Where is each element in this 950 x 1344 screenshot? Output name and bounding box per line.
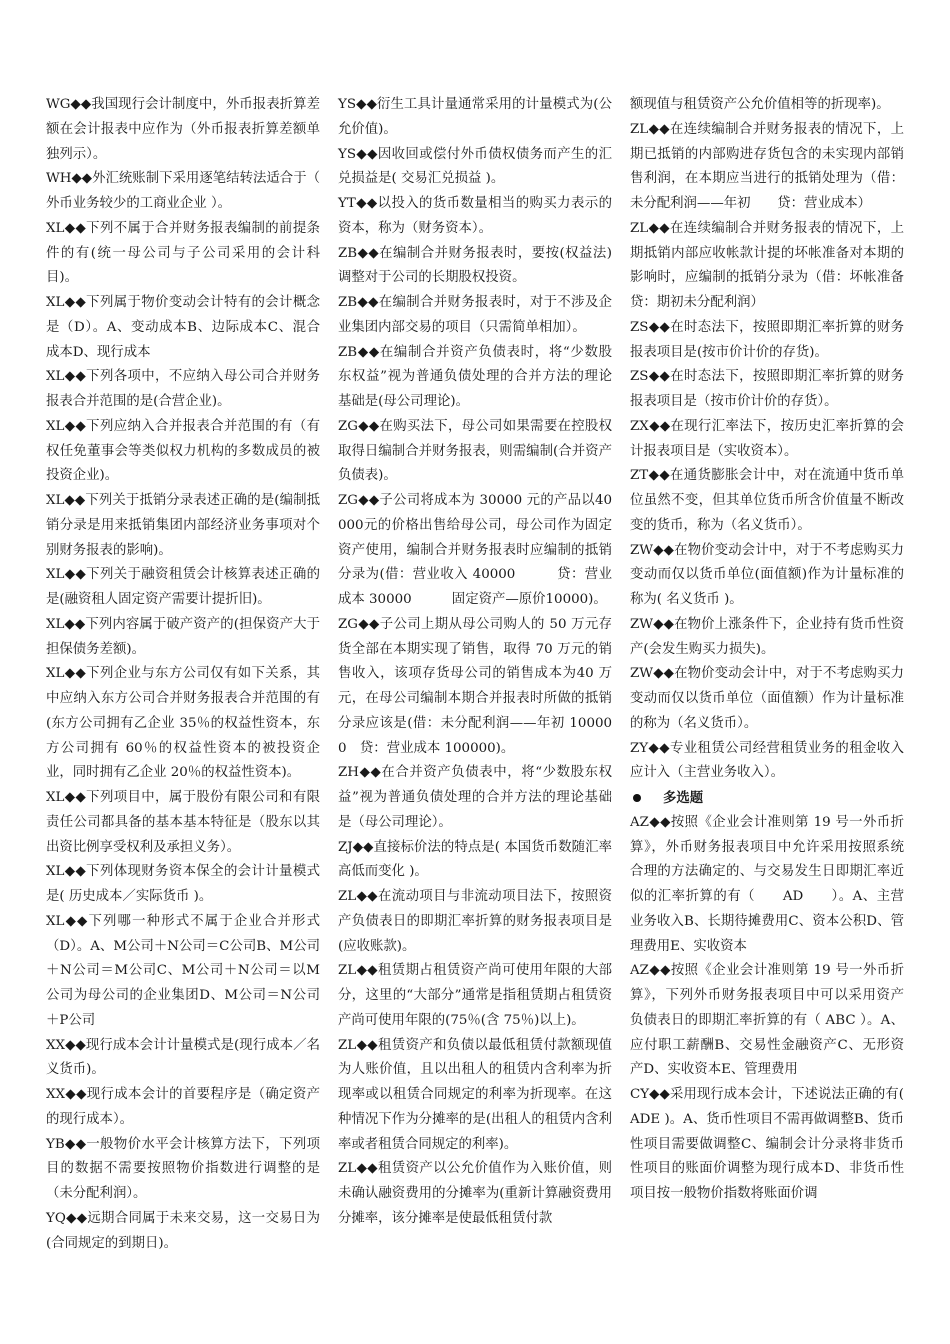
entry: XL◆◆下列企业与东方公司仅有如下关系，其中应纳入东方公司合并财务报表合并范围的有(东方公司拥有乙企业 35％的权益性资本，东方公司拥有 60％的权益性资本的被投资企业，同时拥有乙企业 20％的权益性资本)。 (46, 666, 320, 781)
entry: XL◆◆下列关于抵销分录表述正确的是(编制抵销分录是用来抵销集团内部经济业务事项对个别财务报表的影响)。 (46, 493, 320, 558)
entry: YB◆◆一般物价水平会计核算方法下，下列项目的数据不需要按照物价指数进行调整的是（未分配利润）。 (46, 1136, 320, 1201)
entry: ZW◆◆在物价上涨条件下，企业持有货币性资产(会发生购买力损失)。 (630, 616, 904, 657)
entry: ZY◆◆专业租赁公司经营租赁业务的租金收入应计入（主营业务收入）。 (630, 740, 904, 781)
entry: ZW◆◆在物价变动会计中，对于不考虑购买力变动而仅以货币单位（面值额）作为计量标准的称为（名义货币）。 (630, 666, 904, 731)
text-column-2 (338, 93, 612, 1232)
entry: XL◆◆下列内容属于破产资产的(担保资产大于担保债务差额)。 (46, 616, 320, 657)
entry: ZL◆◆在连续编制合并财务报表的情况下，上期抵销内部应收帐款计提的坏帐准备对本期的影响时，应编制的抵销分录为（借：坏帐准备 贷：期初未分配利润） (630, 220, 918, 310)
entry: ZJ◆◆直接标价法的特点是( 本国货币数随汇率高低而变化 )。 (338, 839, 612, 880)
entry: YT◆◆以投入的货币数量相当的购买力表示的资本，称为（财务资本）。 (338, 196, 612, 236)
entry: XL◆◆下列关于融资租赁会计核算表述正确的是(融资租人固定资产需要计提折旧)。 (46, 567, 320, 607)
entry: ZL◆◆租赁资产以公允价值作为入账价值，则未确认融资费用的分摊率为(重新计算融资费用分摊率，该分摊率是使最低租赁付款 (338, 1161, 612, 1226)
entry: ZT◆◆在通货膨胀会计中，对在流通中货币单位虽然不变，但其单位货币所含价值量不断改变的货币，称为（名义货币）。 (630, 468, 904, 533)
entry: ZS◆◆在时态法下，按照即期汇率折算的财务报表项目是（按市价计价的存货）。 (630, 369, 904, 409)
section-heading-label: 多选题 (663, 790, 704, 806)
entry: 额现值与租赁资产公允价值相等的折现率)。 (630, 97, 890, 112)
entry: ZB◆◆在编制合并财务报表时，要按(权益法)调整对于公司的长期股权投资。 (338, 245, 612, 286)
entry: ZL◆◆在流动项目与非流动项目法下，按照资产负债表日的即期汇率折算的财务报表项目是(应收账款)。 (338, 889, 612, 954)
entry: XL◆◆下列项目中，属于股份有限公司和有限责任公司都具备的基本基本特征是（股东以其出资比例享受权利及承担义务）。 (46, 790, 320, 855)
entry: CY◆◆采用现行成本会计，下述说法正确的有( ADE )。A、货币性项目不需再做调整B、货币性项目需要做调整C、编制会计分录将非货币性项目的账面价调整为现行成本D、非货币性项目按一般物价指数将账面价调 (630, 1087, 904, 1201)
entry: ZL◆◆租赁期占租赁资产尚可使用年限的大部分，这里的“大部分”通常是指租赁期占租赁资产尚可使用年限的(75％(含 75％)以上)。 (338, 963, 612, 1028)
section-heading (630, 786, 904, 811)
entry: ZL◆◆租赁资产和负债以最低租赁付款额现值为人账价值，且以出租人的租赁内含利率为折现率或以租赁合同规定的利率为折现率。在这种情况下作为分摊率的是(出租人的租赁内含利率或者租赁合同规定的利率)。 (338, 1037, 612, 1152)
entry: ZB◆◆在编制合并资产负债表时，将“少数股东权益”视为普通负债处理的合并方法的理论基础是(母公司理论)。 (338, 344, 612, 409)
entry: YS◆◆衍生工具计量通常采用的计量模式为(公允价值)。 (338, 97, 612, 137)
entry: XL◆◆下列体现财务资本保全的会计计量模式是( 历史成本／实际货币 )。 (46, 864, 320, 904)
entry: ZG◆◆子公司将成本为 30000 元的产品以40000元的价格出售给母公司，母公司作为固定资产使用，编制合并财务报表时应编制的抵销分录为(借：营业收入 40000 贷：营业成本 30000 固定资产—原价10000)。 (338, 493, 612, 607)
entry: WG◆◆我国现行会计制度中，外币报表折算差额在会计报表中应作为（外币报表折算差额单独列示）。 (46, 97, 320, 162)
entry: YQ◆◆远期合同属于未来交易，这一交易日为(合同规定的到期日)。 (46, 1210, 320, 1251)
bullet-icon (633, 794, 641, 802)
entry: ZX◆◆在现行汇率法下，按历史汇率折算的会计报表项目是（实收资本）。 (630, 418, 904, 459)
entry: XL◆◆下列哪一种形式不属于企业合并形式（D）。A、M公司＋N公司＝C公司B、M公司＋N公司＝M公司C、M公司＋N公司＝以M公司为母公司的企业集团D、M公司＝N公司＋P公司 (46, 913, 320, 1028)
entry: YS◆◆因收回或偿付外币债权债务而产生的汇兑损益是( 交易汇兑损益 )。 (338, 146, 612, 187)
entry: ZW◆◆在物价变动会计中，对于不考虑购买力变动而仅以货币单位(面值额)作为计量标准的称为( 名义货币 )。 (630, 542, 904, 607)
entry: ZG◆◆子公司上期从母公司购人的 50 万元存货全部在本期实现了销售，取得 70 万元的销售收入，该项存货母公司的销售成本为40 万元，在母公司编制本期合并报表时所做的抵销分录应该是(借：未分配利润——年初 100000 贷：营业成本 100000)。 (338, 616, 612, 756)
entry: ZG◆◆在购买法下，母公司如果需要在控股权取得日编制合并财务报表，则需编制(合并资产负债表)。 (338, 418, 612, 484)
entry: ZB◆◆在编制合并财务报表时，对于不涉及企业集团内部交易的项目（只需简单相加）。 (338, 295, 612, 335)
entry: XL◆◆下列各项中，不应纳入母公司合并财务报表合并范围的是(合营企业)。 (46, 369, 320, 409)
entry: ZS◆◆在时态法下，按照即期汇率折算的财务报表项目是(按市价计价的存货)。 (630, 319, 904, 360)
text-column-3 (630, 93, 918, 1207)
entry: ZH◆◆在合并资产负债表中，将“少数股东权益”视为普通负债处理的合并方法的理论基础是（母公司理论）。 (338, 765, 612, 830)
entry: XL◆◆下列不属于合并财务报表编制的前提条件的有(统一母公司与子公司采用的会计科目)。 (46, 220, 320, 286)
text-column-1 (46, 93, 320, 1256)
entry: XL◆◆下列属于物价变动会计特有的会计概念是（D）。A、变动成本B、边际成本C、混合成本D、现行成本 (46, 295, 320, 360)
entry: WH◆◆外汇统账制下采用逐笔结转法适合于（ 外币业务较少的工商业企业 ）。 (46, 171, 320, 211)
entry: XX◆◆现行成本会计计量模式是(现行成本／名义货币)。 (46, 1037, 320, 1078)
entry: ZL◆◆在连续编制合并财务报表的情况下，上期已抵销的内部购进存货包含的未实现内部销售利润，在本期应当进行的抵销处理为（借：未分配利润——年初 贷：营业成本） (630, 121, 904, 211)
entry: XX◆◆现行成本会计的首要程序是（确定资产的现行成本）。 (46, 1087, 320, 1127)
entry: AZ◆◆按照《企业会计准则第 19 号一外币折算》，下列外币财务报表项目中可以采用资产负债表日的即期汇率折算的有（ ABC ）。A、应付职工薪酬B、交易性金融资产C、无形资产D、实收资本E、管理费用 (630, 963, 904, 1078)
entry: XL◆◆下列应纳入合并报表合并范围的有（有权任免董事会等类似权力机构的多数成员的被投资企业)。 (46, 418, 320, 484)
entry: AZ◆◆按照《企业会计准则第 19 号一外币折算》，外币财务报表项目中允许采用按照系统合理的方法确定的、与交易发生日即期汇率近似的汇率折算的有（ AD ）。A、主营业务收入B、长期待摊费用C、资本公积D、管理费用E、实收资本 (630, 814, 904, 954)
